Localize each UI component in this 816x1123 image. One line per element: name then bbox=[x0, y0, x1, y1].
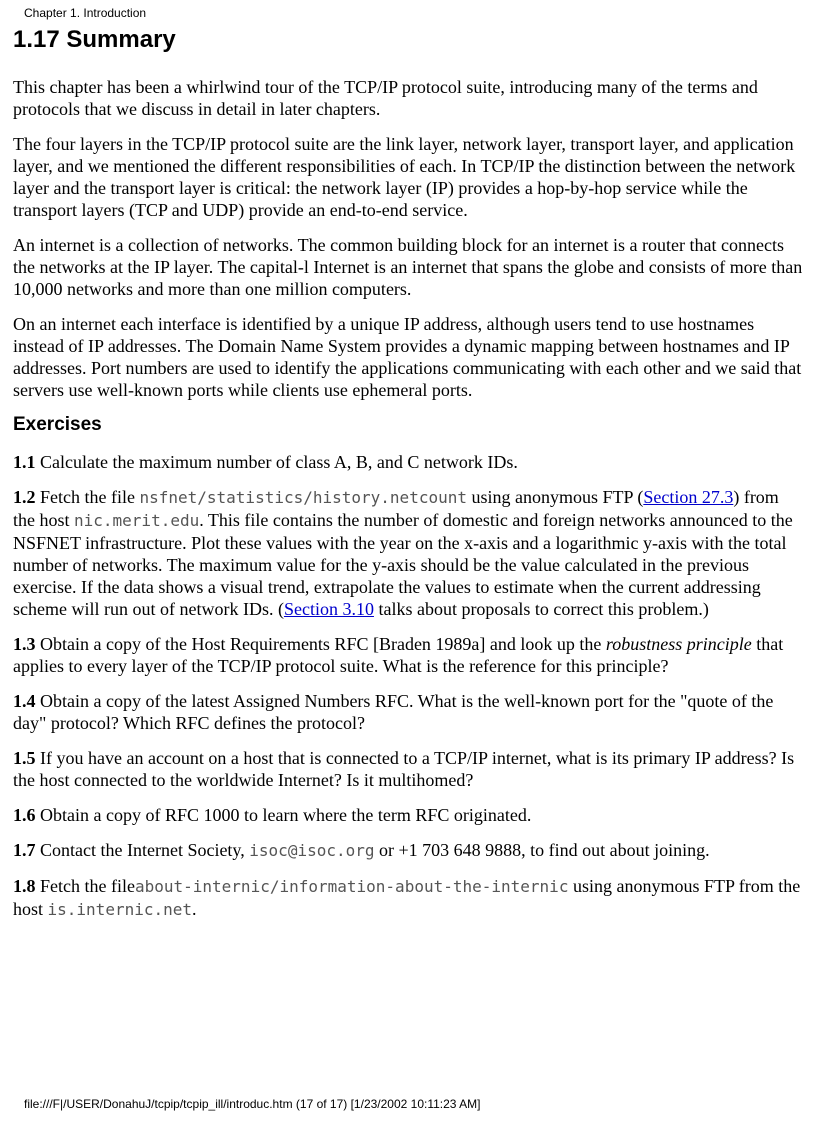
host-code: is.internic.net bbox=[47, 900, 193, 919]
exercise-number: 1.3 bbox=[13, 634, 36, 654]
robustness-principle-term: robustness principle bbox=[605, 634, 752, 654]
exercise-number: 1.6 bbox=[13, 805, 36, 825]
exercise-1-4 bbox=[13, 690, 805, 734]
exercise-number: 1.1 bbox=[13, 452, 36, 472]
content bbox=[13, 76, 805, 934]
exercise-1-2 bbox=[13, 486, 805, 620]
exercise-text: Contact the Internet Society, bbox=[35, 840, 250, 860]
file-path-footer: file:///F|/USER/DonahuJ/tcpip/tcpip_ill/introduc.htm (17 of 17) [1/23/2002 10:11:23 AM] bbox=[24, 1097, 481, 1111]
exercise-text: . This file contains the number of domestic and foreign networks announced to the NSFNET infrastructure. Plot these values with the year on the x-axis and a logarithmic y-axis with the total number of networks. The maximum value for the y-axis should be the value calculated in the previous exercise. If the data shows a visual trend, extrapolate the values to estimate when the current addressing scheme will run out of network IDs. ( bbox=[13, 510, 793, 619]
exercise-text: Calculate the maximum number of class A, B, and C network IDs. bbox=[35, 452, 518, 472]
exercise-text: Obtain a copy of the Host Requirements RFC [Braden 1989a] and look up the bbox=[35, 634, 606, 654]
exercise-text: ) from the host bbox=[13, 487, 779, 530]
file-path-code: nsfnet/statistics/history.netcount bbox=[139, 488, 467, 507]
exercise-text: Obtain a copy of the latest Assigned Numbers RFC. What is the well-known port for the "quote of the day" protocol? Which RFC defines the protocol? bbox=[13, 691, 774, 733]
section-title: 1.17 Summary bbox=[13, 26, 176, 53]
host-code: nic.merit.edu bbox=[74, 511, 200, 530]
email-code: isoc@isoc.org bbox=[249, 841, 375, 860]
exercise-text: that applies to every layer of the TCP/IP protocol suite. What is the reference for this principle? bbox=[13, 634, 784, 676]
summary-paragraph-2: The four layers in the TCP/IP protocol suite are the link layer, network layer, transport layer, and application layer, and we mentioned the different responsibilities of each. In TCP/IP the distinction between the network layer and the transport layer is critical: the network layer (IP) provides a hop-by-hop service while the transport layers (TCP and UDP) provide an end-to-end service. bbox=[13, 134, 796, 220]
section-3-10-link[interactable]: Section 3.10 bbox=[283, 599, 374, 619]
exercise-text: Obtain a copy of RFC 1000 to learn where the term RFC originated. bbox=[35, 805, 532, 825]
exercise-text: using anonymous FTP from the host bbox=[13, 876, 801, 919]
exercise-1-5 bbox=[13, 747, 805, 791]
file-path-code: about-internic/information-about-the-internic bbox=[134, 877, 569, 896]
exercise-text: Fetch the file bbox=[35, 487, 140, 507]
section-27-3-link[interactable]: Section 27.3 bbox=[643, 487, 734, 507]
exercise-1-3 bbox=[13, 633, 805, 677]
exercise-number: 1.2 bbox=[13, 487, 36, 507]
exercises-heading: Exercises bbox=[13, 414, 102, 435]
summary-paragraph-3: An internet is a collection of networks. The common building block for an internet is a router that connects the networks at the IP layer. The capital-l Internet is an internet that spans the globe and consists of more than 10,000 networks and more than one million computers. bbox=[13, 235, 803, 299]
exercise-1-1 bbox=[13, 451, 805, 473]
summary-paragraph-4: On an internet each interface is identified by a unique IP address, although users tend to use hostnames instead of IP addresses. The Domain Name System provides a dynamic mapping between hostnames and IP addresses. Port numbers are used to identify the applications communicating with each other and we said that servers use well-known ports while clients use ephemeral ports. bbox=[13, 314, 802, 400]
chapter-header: Chapter 1. Introduction bbox=[24, 6, 147, 20]
exercise-text: Fetch the file bbox=[35, 876, 135, 896]
exercise-text: If you have an account on a host that is connected to a TCP/IP internet, what is its primary IP address? Is the host connected to the worldwide Internet? Is it multihomed? bbox=[13, 748, 795, 790]
exercise-number: 1.8 bbox=[13, 876, 36, 896]
exercise-text: . bbox=[192, 899, 197, 919]
exercise-number: 1.4 bbox=[13, 691, 36, 711]
summary-paragraph-1: This chapter has been a whirlwind tour of the TCP/IP protocol suite, introducing many of the terms and protocols that we discuss in detail in later chapters. bbox=[13, 77, 758, 119]
exercise-1-8 bbox=[13, 875, 805, 921]
exercise-text: talks about proposals to correct this problem.) bbox=[373, 599, 709, 619]
exercise-number: 1.7 bbox=[13, 840, 36, 860]
exercise-number: 1.5 bbox=[13, 748, 36, 768]
exercise-1-6 bbox=[13, 804, 805, 826]
exercise-1-7 bbox=[13, 839, 805, 862]
exercise-text: using anonymous FTP ( bbox=[466, 487, 644, 507]
exercise-text: or +1 703 648 9888, to find out about joining. bbox=[374, 840, 710, 860]
